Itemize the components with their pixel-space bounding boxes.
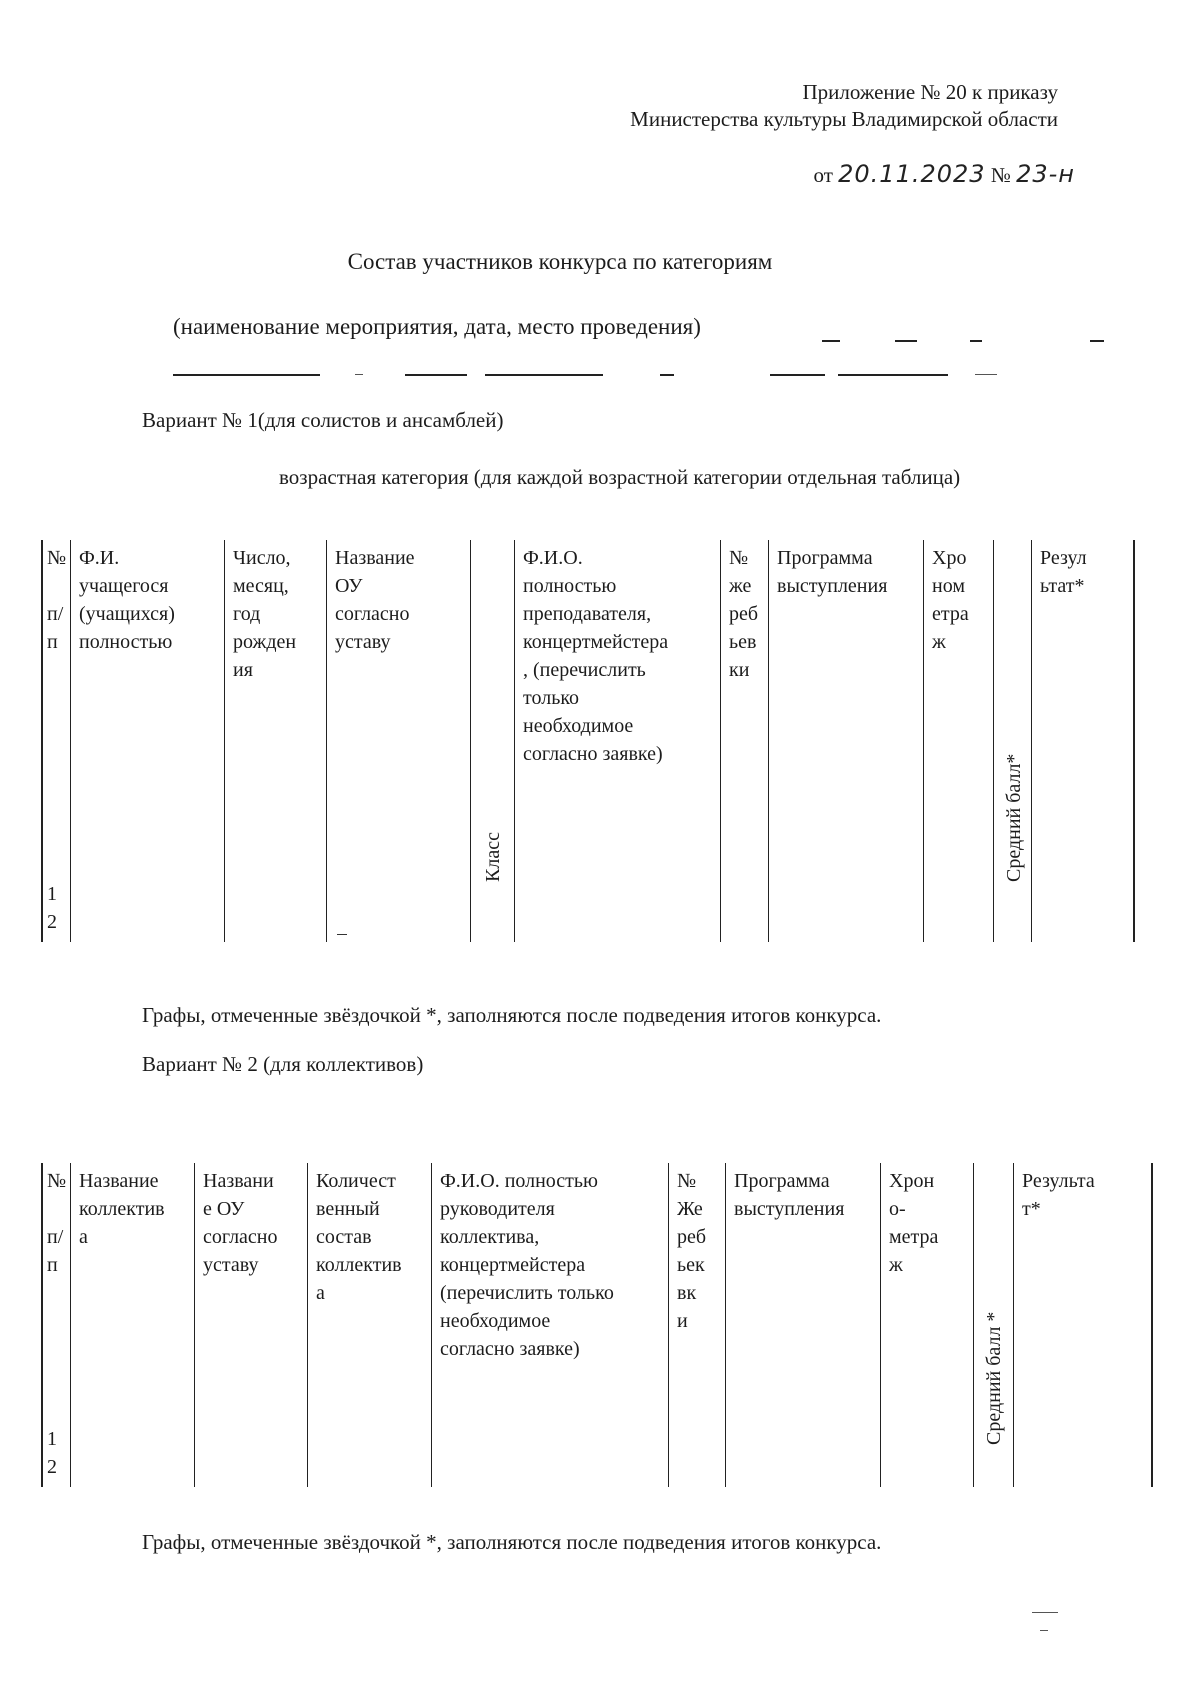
fill-blank-line xyxy=(485,374,603,376)
scan-artifact xyxy=(1040,1630,1048,1631)
v1-col-teacher: Ф.И.О. полностью преподавателя, концертмейстера , (перечислить только необходимое согласно заявке) xyxy=(515,540,721,942)
order-number-handwritten: 23-н xyxy=(1016,160,1075,188)
fill-blank-line xyxy=(838,374,948,376)
v1-col-average-score: Средний балл* xyxy=(994,540,1032,942)
v1-row-number: 1 xyxy=(47,883,57,905)
fill-blank-line xyxy=(660,374,674,376)
order-date-handwritten: 20.11.2023 xyxy=(838,160,986,188)
fill-blank-line xyxy=(355,374,363,375)
v1-col-duration: Хро ном етра ж xyxy=(924,540,994,942)
order-reference xyxy=(813,160,1075,189)
appendix-line: Приложение № 20 к приказу xyxy=(802,80,1058,104)
document-title: Состав участников конкурса по категориям xyxy=(347,249,773,274)
v1-col-number: № п/ п 1 2 xyxy=(43,540,71,942)
v2-col-member-count: Количест венный состав коллектив а xyxy=(308,1163,432,1487)
order-prefix: от xyxy=(813,163,833,187)
variant1-heading: Вариант № 1(для солистов и ансамблей) xyxy=(142,408,504,432)
event-description-line: (наименование мероприятия, дата, место проведения) xyxy=(173,314,701,339)
v1-col-result: Резул ьтат* xyxy=(1040,547,1087,597)
v1-col-draw-number: № же реб ьев ки xyxy=(721,540,769,942)
v2-row-number: 2 xyxy=(47,1456,57,1478)
fill-blank-line xyxy=(822,340,840,342)
v1-col-program: Программа выступления xyxy=(769,540,924,942)
fill-blank-line xyxy=(405,374,467,376)
v2-col-number: № п/ п 1 2 xyxy=(43,1163,71,1487)
v2-row-number: 1 xyxy=(47,1428,57,1450)
v2-col-school-name: Названи е ОУ согласно уставу xyxy=(195,1163,308,1487)
fill-blank-line xyxy=(173,374,320,376)
fill-blank-line xyxy=(1090,340,1104,342)
variant1-footnote: Графы, отмеченные звёздочкой *, заполняются после подведения итогов конкурса. xyxy=(142,1003,882,1027)
v2-col-collective-name: Название коллектив а xyxy=(71,1163,195,1487)
v2-col-leader: Ф.И.О. полностью руководителя коллектива, концертмейстера (перечислить только необходимое согласно заявке) xyxy=(432,1163,669,1487)
v1-col-school-name: Название ОУ согласно уставу xyxy=(327,540,471,942)
fill-blank-line xyxy=(770,374,825,376)
fill-blank-line xyxy=(970,340,982,342)
v1-row-number: 2 xyxy=(47,911,57,933)
variant1-table xyxy=(41,540,1135,942)
v2-col-duration: Хрон о- метра ж xyxy=(881,1163,974,1487)
fill-blank-line xyxy=(895,340,917,342)
scan-artifact xyxy=(1032,1612,1058,1613)
v2-col-program: Программа выступления xyxy=(726,1163,881,1487)
fill-blank-line xyxy=(975,374,997,375)
v2-col-result: Результа т* xyxy=(1022,1170,1095,1220)
v2-col-draw-number: № Же реб ьек вк и xyxy=(669,1163,726,1487)
order-number-prefix: № xyxy=(990,163,1011,187)
v2-col-average-score: Средний балл * xyxy=(974,1163,1014,1487)
scratch-mark xyxy=(337,934,347,935)
variant2-footnote: Графы, отмеченные звёздочкой *, заполняются после подведения итогов конкурса. xyxy=(142,1530,882,1554)
v1-col-birth-date: Число, месяц, год рожден ия xyxy=(225,540,327,942)
v1-col-class: Класс xyxy=(471,540,515,942)
age-category-caption: возрастная категория (для каждой возрастной категории отдельная таблица) xyxy=(279,465,961,489)
ministry-line: Министерства культуры Владимирской области xyxy=(630,107,1058,131)
variant2-table xyxy=(41,1163,1153,1487)
v1-col-student-name: Ф.И. учащегося (учащихся) полностью xyxy=(71,540,225,942)
variant2-heading: Вариант № 2 (для коллективов) xyxy=(142,1052,424,1076)
